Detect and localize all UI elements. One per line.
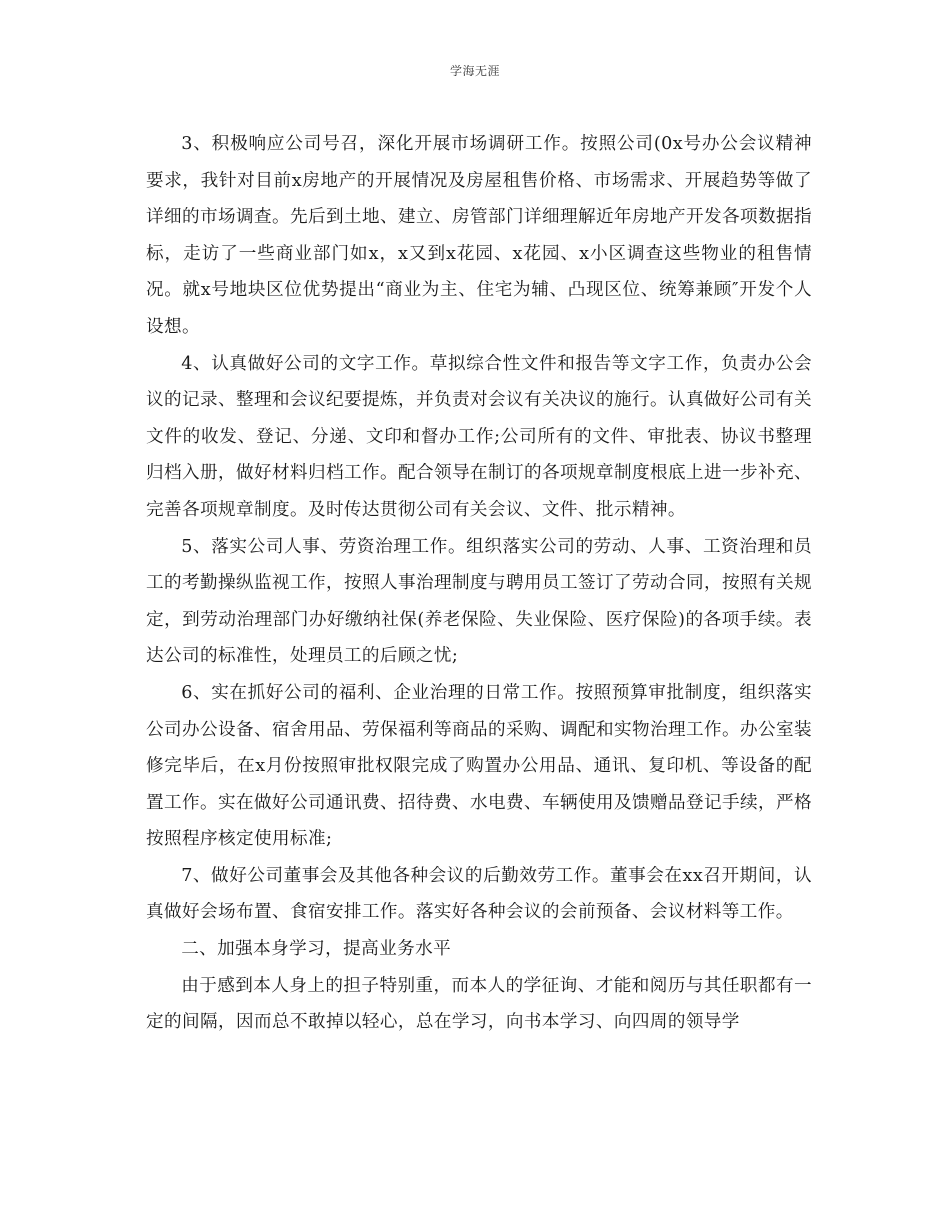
- paragraph-item-7: 7、做好公司董事会及其他各种会议的后勤效劳工作。董事会在xx召开期间，认真做好会场布置、食宿安排工作。落实好各种会议的会前预备、会议材料等工作。: [146, 865, 812, 923]
- page-header: 学海无涯: [449, 64, 500, 78]
- paragraph-item-3: 3、积极响应公司号召，深化开展市场调研工作。按照公司(0x号办公会议精神要求，我针对目前x房地产的开展情况及房屋租售价格、市场需求、开展趋势等做了详细的市场调查。先后到土地、建立、房管部门详细理解近年房地产开发各项数据指标，走访了一些商业部门如x，x又到x花园、x花园、x小区调查这些物业的租售情况。就x号地块区位优势提出“商业为主、住宅为辅、凸现区位、统筹兼顾″开发个人设想。: [146, 134, 812, 337]
- paragraph-item-5: 5、落实公司人事、劳资治理工作。组织落实公司的劳动、人事、工资治理和员工的考勤操纵监视工作，按照人事治理制度与聘用员工签订了劳动合同，按照有关规定，到劳动治理部门办好缴纳社保(养老保险、失业保险、医疗保险)的各项手续。表达公司的标准性，处理员工的后顾之忧;: [146, 536, 812, 667]
- paragraph-body: 由于感到本人身上的担子特别重，而本人的学征询、才能和阅历与其任职都有一定的间隔，因而总不敢掉以轻心，总在学习，向书本学习、向四周的领导学: [146, 975, 812, 1033]
- paragraph-item-6: 6、实在抓好公司的福利、企业治理的日常工作。按照预算审批制度，组织落实公司办公设备、宿舍用品、劳保福利等商品的采购、调配和实物治理工作。办公室装修完毕后，在x月份按照审批权限完成了购置办公用品、通讯、复印机、等设备的配置工作。实在做好公司通讯费、招待费、水电费、车辆使用及馈赠品登记手续，严格按照程序核定使用标准;: [146, 682, 812, 850]
- paragraph-item-4: 4、认真做好公司的文字工作。草拟综合性文件和报告等文字工作，负责办公会议的记录、整理和会议纪要提炼，并负责对会议有关决议的施行。认真做好公司有关文件的收发、登记、分递、文印和督办工作;公司所有的文件、审批表、协议书整理归档入册，做好材料归档工作。配合领导在制订的各项规章制度根底上进一步补充、完善各项规章制度。及时传达贯彻公司有关会议、文件、批示精神。: [146, 353, 812, 520]
- section-heading: 二、加强本身学习，提高业务水平: [181, 939, 452, 960]
- document-body: [146, 126, 812, 1041]
